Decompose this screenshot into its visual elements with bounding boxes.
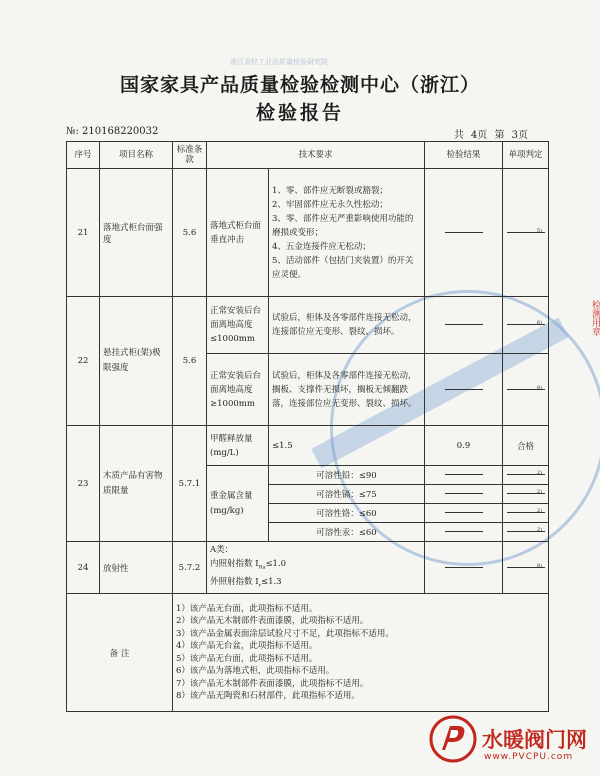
- table-row: [67, 542, 549, 594]
- col-requirement: 技术要求: [207, 142, 425, 169]
- footnote-ref: 2): [536, 508, 543, 514]
- row23-verdict1: 合格: [503, 426, 549, 466]
- table-row: [67, 169, 549, 297]
- page-info: 共 4页 第 3页: [453, 130, 528, 141]
- footnote-ref: 2): [536, 527, 543, 533]
- row21-test: 落地式柜台面垂直冲击: [207, 169, 269, 297]
- row21-requirements: [269, 169, 425, 297]
- row23-item: 木质产品有害物质限量: [100, 426, 173, 542]
- row22-req2: 试验后，柜体及各零部件连接无松动，搁板、支撑件无损坏，搁板无倾翻跌落，连接部位应无变形、裂纹、损坏。: [269, 354, 425, 426]
- header-watermark: 浙江省轻工业品质量检验研究院: [230, 58, 328, 66]
- row22-cond1: 正常安装后台面离地高度≤1000mm: [207, 297, 269, 354]
- metal-result: [425, 504, 503, 523]
- table-row: [67, 297, 549, 354]
- footnote-ref: 6): [536, 320, 543, 326]
- metal-result: [425, 466, 503, 485]
- row24-item: 放射性: [100, 542, 173, 594]
- row21-clause: 5.6: [173, 169, 207, 297]
- row21-result: [425, 169, 503, 297]
- report-number-label: №:: [66, 126, 79, 137]
- row23-req1: ≤1.5: [269, 426, 425, 466]
- req-line: 内照射指数 $I_{Ra}\le 1.0$: [210, 559, 287, 571]
- metal-result: [425, 485, 503, 504]
- req-line: 外照射指数 $I_r\le 1.3$: [210, 576, 282, 589]
- metal-result: [425, 523, 503, 542]
- row22-item: 悬挂式柜(架)极限强度: [100, 297, 173, 426]
- col-item: 项目名称: [100, 142, 173, 169]
- row23-clause: 5.7.1: [173, 426, 207, 542]
- row24-verdict: [503, 542, 549, 594]
- row22-verdict1: [503, 297, 549, 354]
- footnote-ref: 2): [536, 489, 543, 495]
- remark-item: 2）该产品无木制部件表面漆膜，此项指标不适用。: [176, 616, 369, 627]
- row21-verdict: [503, 169, 549, 297]
- site-logo: [428, 712, 600, 776]
- remark-item: 7）该产品无木制部件表面漆膜，此项指标不适用。: [176, 678, 369, 689]
- row22-verdict2: [503, 354, 549, 426]
- metal-req: 可溶性铬：≤60: [269, 504, 425, 523]
- remark-item: 6）该产品为落地式柜，此项指标不适用。: [176, 666, 335, 677]
- row22-req1: 试验后，柜体及各零部件连接无松动，连接部位应无变形、裂纹、损坏。: [269, 297, 425, 354]
- metal-verdict: [503, 504, 549, 523]
- row24-result: [425, 542, 503, 594]
- metal-req: 可溶性镉：≤75: [269, 485, 425, 504]
- remarks-list: [173, 594, 549, 712]
- req-line: 5、活动部件（包括门夹装置）的开关应灵便。: [272, 255, 414, 280]
- metal-req: 可溶性铅：≤90: [269, 466, 425, 485]
- footnote-ref: 8): [536, 384, 543, 391]
- inspection-table: [66, 141, 549, 712]
- req-line: 2、牢固部件应无永久性松动；: [272, 199, 388, 210]
- col-seq: 序号: [67, 142, 100, 169]
- remark-item: 4）该产品无台盆，此项指标不适用。: [176, 641, 318, 652]
- row21-item: 落地式柜台面强度: [100, 169, 173, 297]
- req-line: 4、五金连接件应无松动；: [272, 241, 371, 252]
- req-line: A类：: [210, 545, 234, 555]
- report-number-value: 210168220032: [82, 126, 159, 137]
- report-number: [66, 126, 158, 137]
- metal-verdict: [503, 466, 549, 485]
- remark-item: 8）该产品无陶瓷和石材部件，此项指标不适用。: [176, 691, 360, 702]
- col-result: 检验结果: [425, 142, 503, 169]
- col-standard: 标准条款: [173, 142, 207, 169]
- metal-req: 可溶性汞：≤60: [269, 523, 425, 542]
- row23-seq: 23: [67, 426, 100, 542]
- logo-url: www.PVCPU.com: [484, 752, 574, 762]
- row22-result1: [425, 297, 503, 354]
- metal-verdict: [503, 485, 549, 504]
- col-verdict: 单项判定: [503, 142, 549, 169]
- row24-requirements: [207, 542, 425, 594]
- metal-verdict: [503, 523, 549, 542]
- side-red-stamp: 检测用章: [590, 300, 600, 336]
- footnote-ref: 2): [536, 470, 543, 476]
- row22-seq: 22: [67, 297, 100, 426]
- footnote-ref: 5): [536, 227, 543, 234]
- row23-result1: 0.9: [425, 426, 503, 466]
- row24-clause: 5.7.2: [173, 542, 207, 594]
- remarks-row: [67, 594, 549, 712]
- footnote-ref: 8): [536, 562, 543, 569]
- row24-seq: 24: [67, 542, 100, 594]
- logo-badge-icon: [428, 714, 478, 764]
- row23-sub2: 重金属含量(mg/kg): [207, 466, 269, 542]
- req-line: 3、零、部件应无严重影响使用功能的磨损或变形；: [272, 213, 414, 238]
- req-line: 1、零、部件应无断裂或豁裂；: [272, 185, 388, 196]
- logo-name: 水暖阀门网: [482, 728, 587, 752]
- report-subtitle: 检验报告: [255, 102, 344, 124]
- report-title: 国家家具产品质量检验检测中心（浙江）: [119, 74, 480, 96]
- remarks-label: 备 注: [67, 594, 173, 712]
- remark-item: 3）该产品金属表面涂层试验尺寸不足，此项指标不适用。: [176, 628, 394, 639]
- row22-clause: 5.6: [173, 297, 207, 426]
- remark-item: 1）该产品无台面，此项指标不适用。: [176, 603, 318, 614]
- table-row: [67, 426, 549, 466]
- row22-result2: [425, 354, 503, 426]
- row22-cond2: 正常安装后台面离地高度≥1000mm: [207, 354, 269, 426]
- row21-seq: 21: [67, 169, 100, 297]
- remark-item: 5）该产品无台面，此项指标不适用。: [176, 653, 318, 664]
- table-header-row: [67, 142, 549, 169]
- row23-sub1: 甲醛释放量(mg/L): [207, 426, 269, 466]
